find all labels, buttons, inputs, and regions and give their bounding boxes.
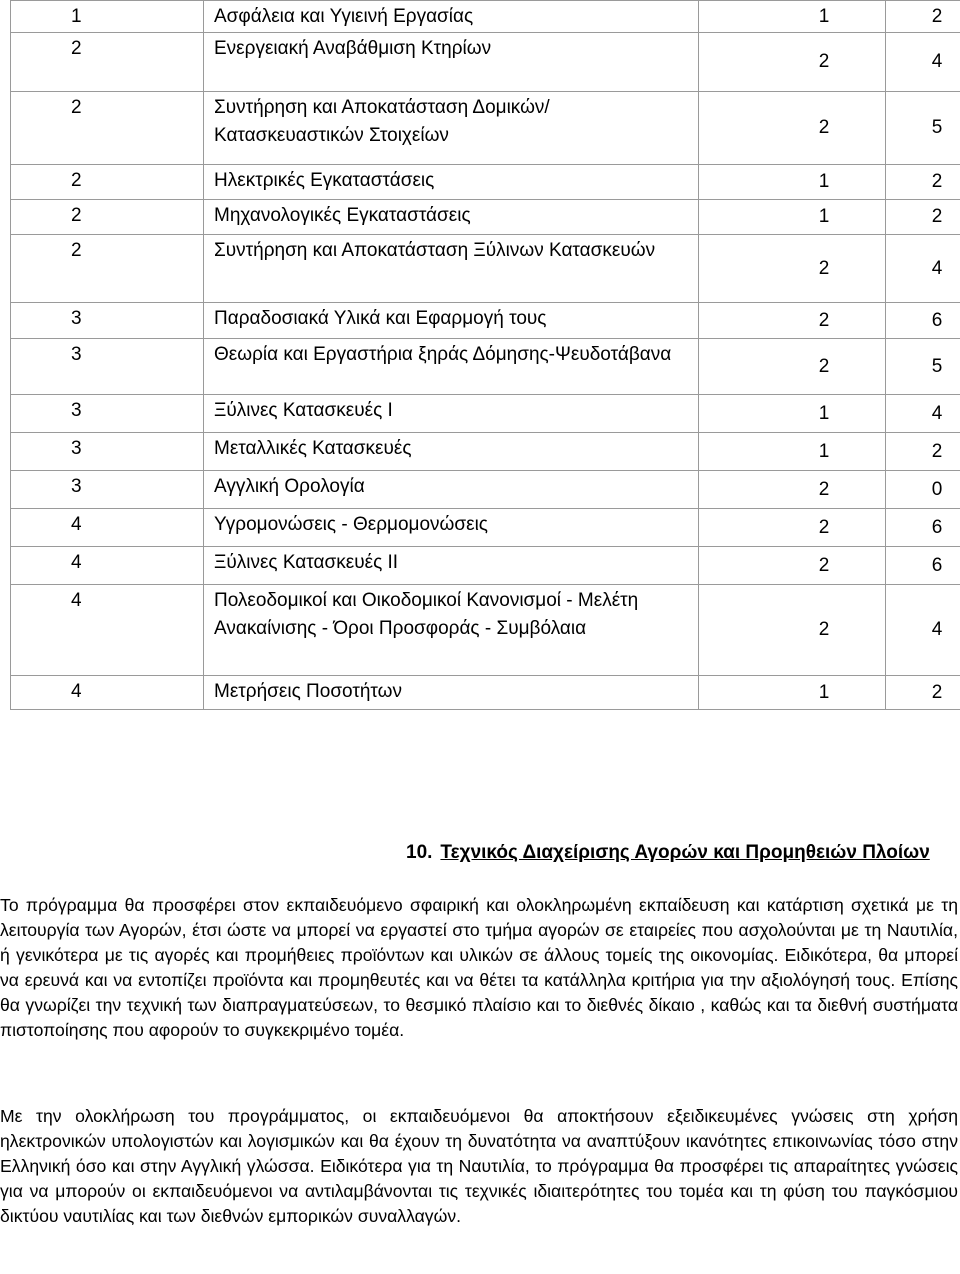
course-title-cell: Συντήρηση και Αποκατάσταση Δομικών/Κατασκευαστικών Στοιχείων [204,92,699,165]
hours-cell: 2 [699,33,886,92]
units-cell: 6 [886,509,960,547]
units-cell: 2 [886,165,960,200]
table-row [11,547,960,585]
table-row [11,509,960,547]
courses-table-body [11,1,960,710]
hours-cell: 2 [699,585,886,676]
table-row [11,433,960,471]
courses-table [10,0,960,710]
hours-cell: 1 [699,433,886,471]
units-cell: 5 [886,339,960,395]
units-cell: 2 [886,433,960,471]
section-number: 10. [406,842,433,863]
semester-cell: 2 [11,235,204,303]
units-cell: 4 [886,395,960,433]
hours-cell: 2 [699,303,886,339]
course-title-cell: Μεταλλικές Κατασκευές [204,433,699,471]
course-title-cell: Ενεργειακή Αναβάθμιση Κτηρίων [204,33,699,92]
table-row [11,303,960,339]
course-title-cell: Ηλεκτρικές Εγκαταστάσεις [204,165,699,200]
table-row [11,471,960,509]
hours-cell: 1 [699,1,886,33]
semester-cell: 4 [11,509,204,547]
hours-cell: 2 [699,509,886,547]
hours-cell: 2 [699,339,886,395]
hours-cell: 1 [699,200,886,235]
table-row [11,165,960,200]
semester-cell: 3 [11,395,204,433]
hours-cell: 2 [699,547,886,585]
units-cell: 2 [886,1,960,33]
course-title-cell: Ξύλινες Κατασκευές Ι [204,395,699,433]
units-cell: 4 [886,585,960,676]
course-title-cell: Θεωρία και Εργαστήρια ξηράς Δόμησης-Ψευδοτάβανα [204,339,699,395]
hours-cell: 1 [699,395,886,433]
section-title: Τεχνικός Διαχείρισης Αγορών και Προμηθειών Πλοίων [440,842,930,863]
hours-cell: 1 [699,165,886,200]
units-cell: 6 [886,547,960,585]
semester-cell: 4 [11,585,204,676]
hours-cell: 1 [699,676,886,710]
semester-cell: 2 [11,92,204,165]
semester-cell: 3 [11,303,204,339]
paragraph-program-outcomes: Με την ολοκλήρωση του προγράμματος, οι εκπαιδευόμενοι θα αποκτήσουν εξειδικευμένες γνώσεις στη χρήση ηλεκτρονικών υπολογιστών και λογισμικών και θα έχουν τη δυνατότητα να αναπτύξουν ικανότητες επικοινωνίας τόσο στην Ελληνική όσο και στην Αγγλική γλώσσα. Ειδικότερα για τη Ναυτιλία, το πρόγραμμα θα προσφέρει τις απαραίτητες γνώσεις για να μπορούν οι εκπαιδευόμενοι να αντιλαμβάνονται τις τεχνικές ιδιαιτερότητες του τομέα και τη φύση του παγκόσμιου δικτύου ναυτιλίας και των διεθνών εμπορικών συναλλαγών. [0,1106,958,1226]
table-row [11,676,960,710]
hours-cell: 2 [699,92,886,165]
semester-cell: 4 [11,547,204,585]
units-cell: 2 [886,200,960,235]
course-title-cell: Ασφάλεια και Υγιεινή Εργασίας [204,1,699,33]
semester-cell: 2 [11,33,204,92]
course-title-cell: Παραδοσιακά Υλικά και Εφαρμογή τους [204,303,699,339]
course-title-cell: Μετρήσεις Ποσοτήτων [204,676,699,710]
paragraph-program-description: Το πρόγραμμα θα προσφέρει στον εκπαιδευόμενο σφαιρική και ολοκληρωμένη εκπαίδευση και κατάρτιση σχετικά με τη λειτουργία των Αγορών, έτσι ώστε να μπορεί να εργαστεί στο τμήμα αγορών σε εταιρείες που ασχολούνται με τη Ναυτιλία, ή γενικότερα με τις αγορές και προμήθειες προϊόντων και υλικών σε άλλους τομείς της οικονομίας. Ειδικότερα, θα μπορεί να ερευνά και να εντοπίζει προϊόντα και προμηθευτές και να θέτει τα κατάλληλα κριτήρια για την αξιολόγησή τους. Επίσης θα γνωρίζει την τεχνική των διαπραγματεύσεων, το θεσμικό πλαίσιο και το διεθνές δίκαιο , καθώς και τα διεθνή συστήματα πιστοποίησης που αφορούν το συγκεκριμένο τομέα. [0,895,958,1040]
course-title-cell: Ξύλινες Κατασκευές ΙΙ [204,547,699,585]
table-row [11,339,960,395]
course-title-cell: Υγρομονώσεις - Θερμομονώσεις [204,509,699,547]
hours-cell: 2 [699,235,886,303]
semester-cell: 1 [11,1,204,33]
semester-cell: 2 [11,200,204,235]
semester-cell: 3 [11,433,204,471]
table-row [11,235,960,303]
units-cell: 2 [886,676,960,710]
table-row [11,200,960,235]
table-row [11,92,960,165]
units-cell: 0 [886,471,960,509]
units-cell: 4 [886,235,960,303]
section-heading [406,842,930,864]
semester-cell: 3 [11,471,204,509]
course-title-cell: Πολεοδομικοί και Οικοδομικοί Κανονισμοί - Μελέτη Ανακαίνισης - Όροι Προσφοράς - Συμβόλαια [204,585,699,676]
table-row [11,395,960,433]
hours-cell: 2 [699,471,886,509]
semester-cell: 4 [11,676,204,710]
units-cell: 4 [886,33,960,92]
table-row [11,33,960,92]
course-title-cell: Μηχανολογικές Εγκαταστάσεις [204,200,699,235]
semester-cell: 3 [11,339,204,395]
table-row [11,1,960,33]
units-cell: 6 [886,303,960,339]
semester-cell: 2 [11,165,204,200]
course-title-cell: Συντήρηση και Αποκατάσταση Ξύλινων Κατασκευών [204,235,699,303]
table-row [11,585,960,676]
units-cell: 5 [886,92,960,165]
course-title-cell: Αγγλική Ορολογία [204,471,699,509]
